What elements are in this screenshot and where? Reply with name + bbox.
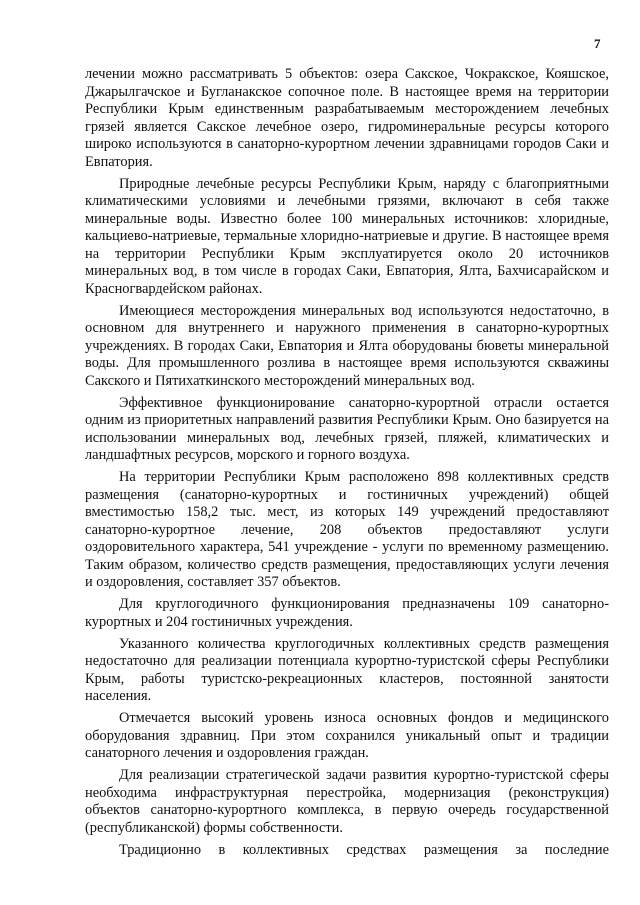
document-body bbox=[85, 66, 609, 864]
paragraph-continued: Традиционно в коллективных средствах размещения за последние bbox=[119, 841, 609, 858]
paragraph: На территории Республики Крым расположено 898 коллективных средств размещения (санаторно-курортных и гостиничных учреждений) общей вместимостью 158,2 тыс. мест, из которых 149 учреждений предоставляют санаторно-курортное лечение, 208 объектов предоставляют услуги оздоровительного характера, 541 учреждение - услуги по временному размещению. Таким образом, количество средств размещения, предоставляющих услуги лечения и оздоровления, составляет 357 объектов. bbox=[85, 469, 609, 590]
paragraph: Для реализации стратегической задачи развития курортно-туристской сферы необходима инфраструктурная перестройка, модернизация (реконструкция) объектов санаторно-курортного комплекса, в первую очередь государственной (республиканской) формы собственности. bbox=[85, 767, 609, 836]
paragraph: лечении можно рассматривать 5 объектов: озера Сакское, Чокракское, Кояшское, Джарылгачское и Бугланакское сопочное поле. В настоящее время на территории Республики Крым единственным разрабатываемым месторождением лечебных грязей является Сакское лечебное озеро, гидроминеральные ресурсы которого широко используются в санаторно-курортном лечении здравницами городов Саки и Евпатория. bbox=[85, 66, 609, 170]
paragraph: Указанного количества круглогодичных коллективных средств размещения недостаточно для реализации потенциала курортно-туристской сферы Республики Крым, работы туристско-рекреационных кластеров, постоянной занятости населения. bbox=[85, 635, 609, 704]
paragraph: Имеющиеся месторождения минеральных вод используются недостаточно, в основном для внутреннего и наружного применения в санаторно-курортных учреждениях. В городах Саки, Евпатория и Ялта оборудованы бюветы минеральной воды. Для промышленного розлива в настоящее время используются скважины Сакского и Пятихаткинского месторождений минеральных вод. bbox=[85, 302, 609, 389]
paragraph: Природные лечебные ресурсы Республики Крым, наряду с благоприятными климатическими условиями и лечебными грязями, включают в себя также минеральные воды. Известно более 100 минеральных источников: хлоридные, кальциево-натриевые, термальные хлоридно-натриевые и другие. В настоящее время на территории Республики Крым эксплуатируется около 20 источников минеральных вод, в том числе в городах Саки, Евпатория, Ялта, Бахчисарайском и Красногвардейском районах. bbox=[85, 175, 609, 297]
page-number: 7 bbox=[594, 36, 601, 51]
paragraph: Отмечается высокий уровень износа основных фондов и медицинского оборудования здравниц. При этом сохранился уникальный опыт и традиции санаторного лечения и оздоровления граждан. bbox=[85, 710, 609, 761]
paragraph: Эффективное функционирование санаторно-курортной отрасли остается одним из приоритетных направлений развития Республики Крым. Оно базируется на использовании минеральных вод, лечебных грязей, пляжей, климатических и ландшафтных ресурсов, морского и горного воздуха. bbox=[85, 394, 609, 463]
paragraph: Для круглогодичного функционирования предназначены 109 санаторно-курортных и 204 гостиничных учреждения. bbox=[85, 596, 609, 630]
